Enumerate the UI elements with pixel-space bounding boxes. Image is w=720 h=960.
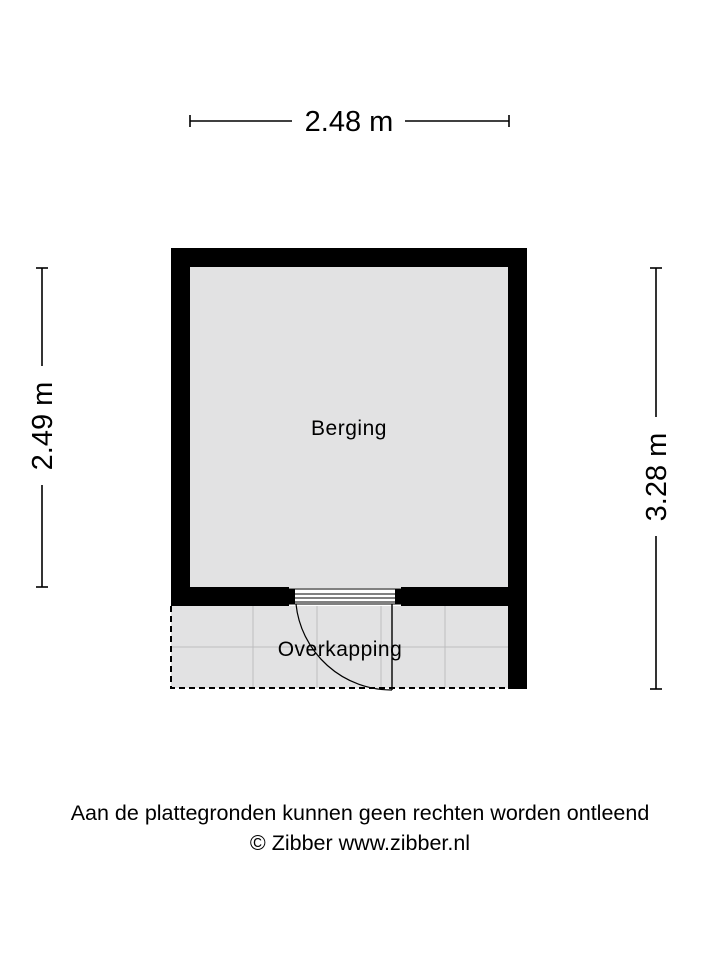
room-label-berging: Berging [311, 417, 387, 440]
dimension-left-label: 2.49 m [27, 381, 59, 471]
door-jamb-right [395, 589, 401, 604]
wall-left [171, 248, 190, 606]
dimension-top [190, 106, 509, 138]
copyright-text: © Zibber www.zibber.nl [249, 831, 471, 855]
room-label-overkapping: Overkapping [277, 638, 403, 661]
wall-right [508, 248, 527, 689]
dimension-top-label: 2.48 m [304, 106, 394, 138]
wall-bottom-right [401, 587, 527, 606]
disclaimer-text: Aan de plattegronden kunnen geen rechten worden ontleend [70, 801, 650, 825]
wall-bottom-left [171, 587, 289, 606]
dimension-left [27, 268, 59, 587]
door-jamb-left [289, 589, 295, 604]
wall-top [171, 248, 527, 267]
dimension-right [641, 268, 673, 689]
dimension-right-label: 3.28 m [641, 432, 673, 522]
